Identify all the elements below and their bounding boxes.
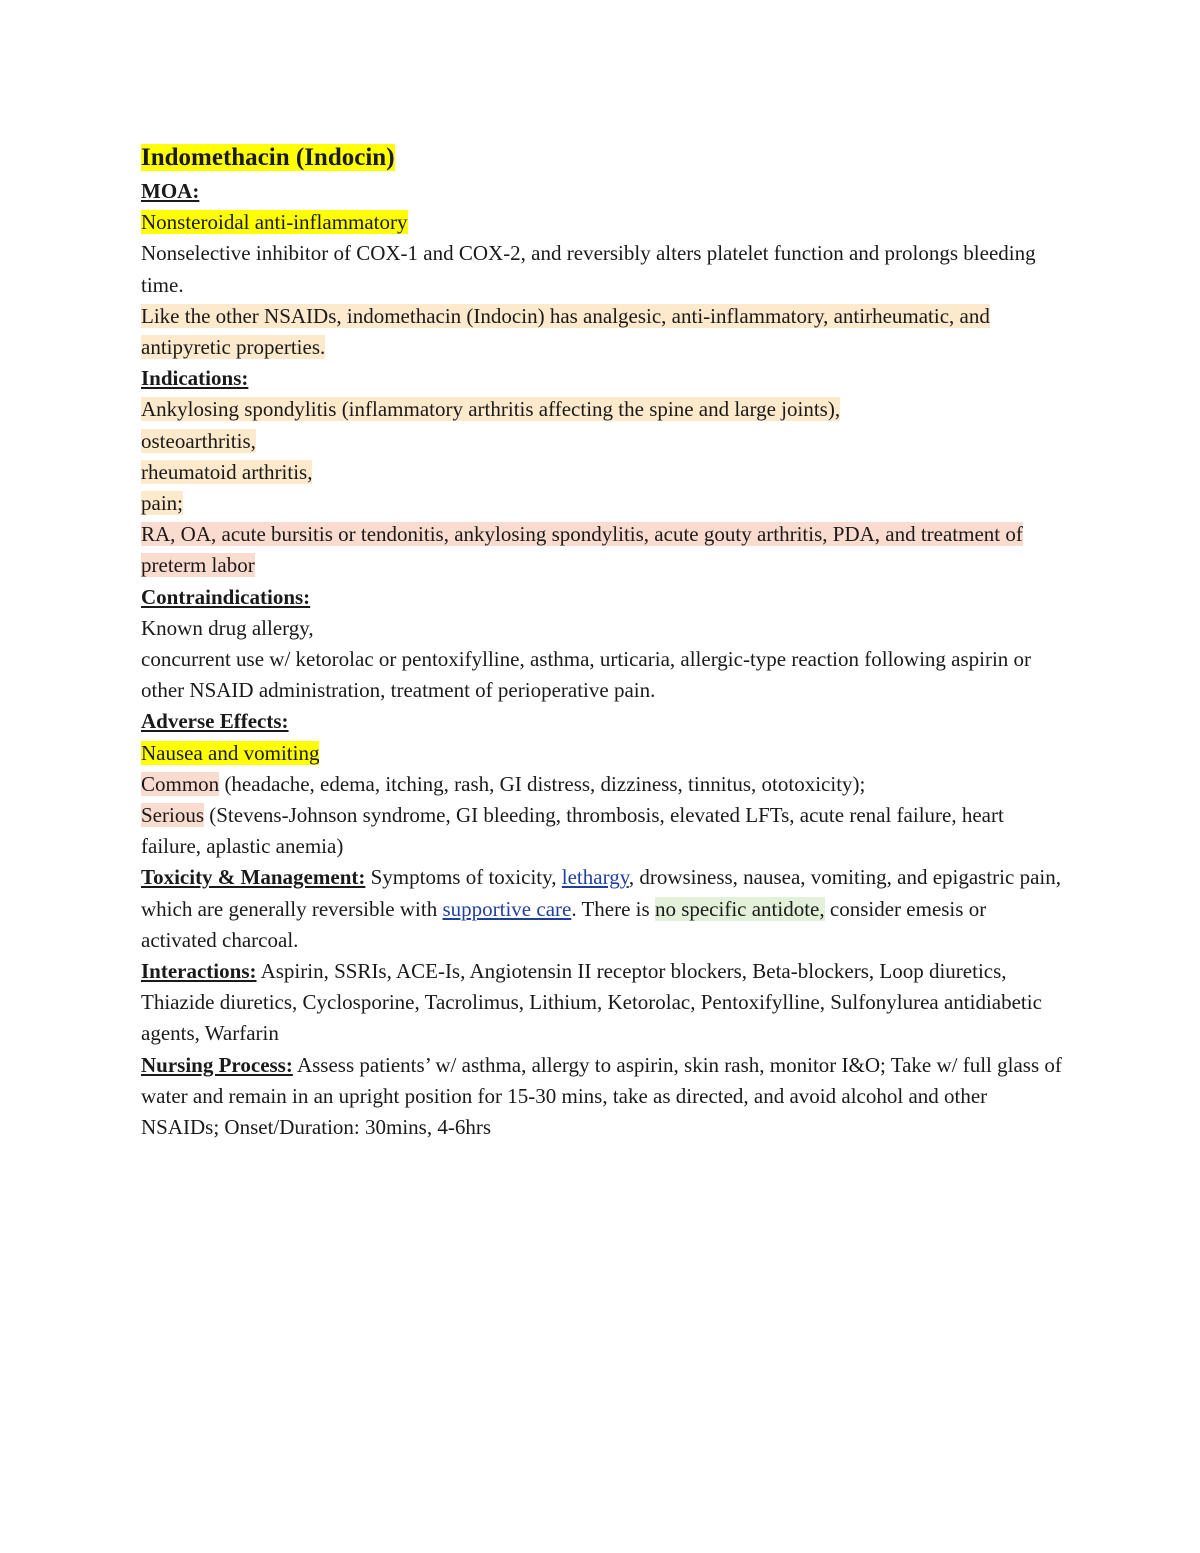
indication-item: Ankylosing spondylitis (inflammatory arthritis affecting the spine and large joints), [141, 397, 841, 422]
adverse-heading-line [141, 706, 1066, 737]
supportive-care-link[interactable]: supportive care [442, 896, 572, 921]
adverse-serious-text: (Stevens-Johnson syndrome, GI bleeding, thrombosis, elevated LFTs, acute renal failure, heart failure, aplastic anemia) [141, 803, 1004, 859]
moa-line-3 [141, 301, 1066, 363]
adverse-common-text: (headache, edema, itching, rash, GI distress, dizziness, tinnitus, ototoxicity); [219, 771, 866, 796]
adverse-line-1 [141, 738, 1066, 769]
adverse-common-label: Common [141, 771, 220, 796]
indications-summary-line [141, 519, 1066, 581]
contraindications-heading-line [141, 582, 1066, 613]
document-page [141, 140, 1066, 1143]
moa-line-2: Nonselective inhibitor of COX-1 and COX-2, and reversibly alters platelet function and prolongs bleeding time. [141, 241, 1036, 297]
contraindications-heading: Contraindications: [141, 584, 311, 609]
indication-item: rheumatoid arthritis, [141, 459, 313, 484]
adverse-common-line [141, 769, 1066, 800]
toxicity-paragraph [141, 862, 1066, 956]
nursing-paragraph [141, 1050, 1066, 1144]
adverse-serious-line [141, 800, 1066, 862]
toxicity-text-3: . There is [571, 896, 655, 921]
doc-title [141, 140, 1066, 176]
toxicity-heading: Toxicity & Management: [141, 865, 366, 890]
indication-item: pain; [141, 491, 183, 516]
nursing-text: Assess patients’ w/ asthma, allergy to aspirin, skin rash, monitor I&O; Take w/ full glass of water and remain in an upright position for 15-30 mins, take as directed, and avoid alcohol and other NSAIDs; Onset/Duration: 30mins, 4-6hrs [141, 1052, 1062, 1140]
indications-heading-line [141, 363, 1066, 394]
moa-heading: MOA: [141, 179, 200, 203]
title-text: Indomethacin (Indocin) [141, 144, 395, 171]
indications-summary: RA, OA, acute bursitis or tendonitis, ankylosing spondylitis, acute gouty arthritis, PDA, and treatment of preterm labor [141, 522, 1023, 578]
toxicity-text-2: , drowsiness, nausea, vomiting, and epigastric pain, which are generally reversible with [141, 865, 1061, 921]
interactions-paragraph [141, 956, 1066, 1050]
moa-properties-text: Like the other NSAIDs, indomethacin (Indocin) has analgesic, anti-inflammatory, antirheumatic, and antipyretic properties. [141, 303, 990, 360]
interactions-heading: Interactions: [141, 959, 257, 984]
no-antidote-highlight: no specific antidote, [654, 896, 825, 921]
contraindications-line-1: Known drug allergy, [141, 615, 314, 640]
indication-item: osteoarthritis, [141, 428, 256, 453]
moa-class-text: Nonsteroidal anti-inflammatory [141, 210, 408, 235]
moa-line-1 [141, 207, 1066, 238]
moa-heading-line [141, 176, 1066, 207]
nursing-heading: Nursing Process: [141, 1052, 293, 1077]
contraindications-line-2: concurrent use w/ ketorolac or pentoxifylline, asthma, urticaria, allergic-type reaction following aspirin or other NSAID administration, treatment of perioperative pain. [141, 647, 1032, 703]
adverse-nausea-text: Nausea and vomiting [141, 740, 320, 765]
adverse-heading: Adverse Effects: [141, 709, 289, 734]
toxicity-text-1: Symptoms of toxicity, [365, 865, 562, 890]
adverse-serious-label: Serious [141, 803, 204, 828]
indications-heading: Indications: [141, 366, 249, 391]
toxicity-text-4: consider emesis or activated charcoal. [141, 896, 987, 952]
lethargy-link[interactable]: lethargy [561, 865, 629, 890]
interactions-text: Aspirin, SSRIs, ACE-Is, Angiotensin II receptor blockers, Beta-blockers, Loop diuretics, Thiazide diuretics, Cyclosporine, Tacrolimus, Lithium, Ketorolac, Pentoxifylline, Sulfonylurea antidiabetic agents, Warfarin [141, 959, 1042, 1046]
